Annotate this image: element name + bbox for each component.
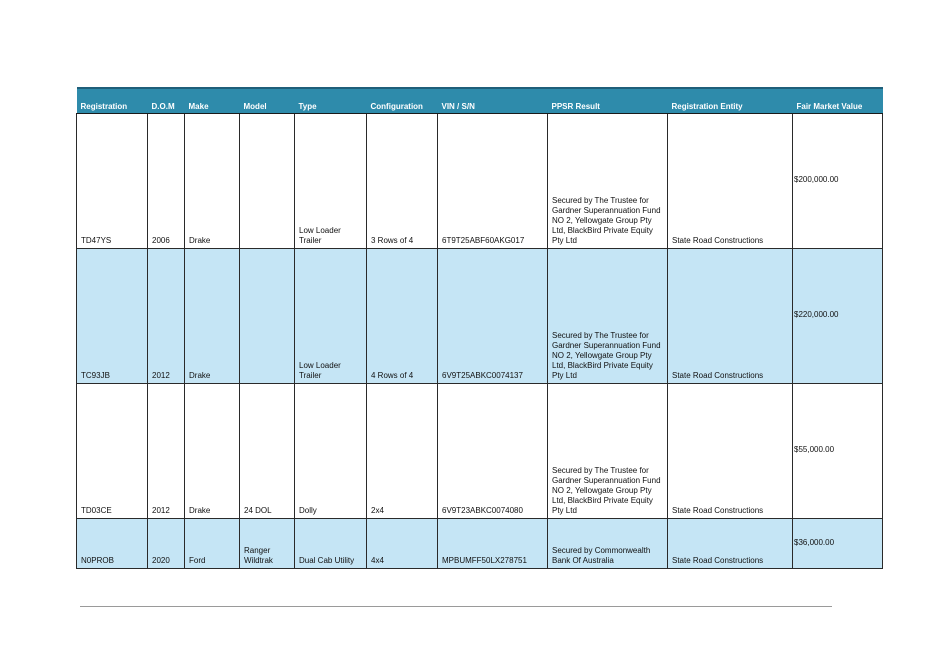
col-header-vin: VIN / S/N xyxy=(438,88,548,114)
col-header-registration-entity: Registration Entity xyxy=(668,88,793,114)
cell-ppsr-result: Secured by The Trustee for Gardner Superannuation Fund NO 2, Yellowgate Group Pty Ltd, BlackBird Private Equity Pty Ltd xyxy=(548,114,668,249)
col-header-fair-market-value: Fair Market Value xyxy=(793,88,883,114)
cell-ppsr-result: Secured by The Trustee for Gardner Superannuation Fund NO 2, Yellowgate Group Pty Ltd, BlackBird Private Equity Pty Ltd xyxy=(548,249,668,384)
col-header-dom: D.O.M xyxy=(148,88,185,114)
cell-registration: TD47YS xyxy=(77,114,148,249)
cell-fair-market-value: $55,000.00 xyxy=(793,384,883,519)
cell-ppsr-result: Secured by Commonwealth Bank Of Australia xyxy=(548,519,668,569)
table-row xyxy=(77,114,883,249)
cell-model xyxy=(240,249,295,384)
cell-registration: TC93JB xyxy=(77,249,148,384)
cell-registration-entity: State Road Constructions xyxy=(668,384,793,519)
col-header-registration: Registration xyxy=(77,88,148,114)
col-header-model: Model xyxy=(240,88,295,114)
cell-type: Dolly xyxy=(295,384,367,519)
cell-registration-entity: State Road Constructions xyxy=(668,519,793,569)
cell-registration: N0PROB xyxy=(77,519,148,569)
cell-dom: 2006 xyxy=(148,114,185,249)
cell-type: Low Loader Trailer xyxy=(295,249,367,384)
col-header-type: Type xyxy=(295,88,367,114)
cell-fair-market-value: $200,000.00 xyxy=(793,114,883,249)
cell-dom: 2012 xyxy=(148,249,185,384)
footer-divider xyxy=(80,606,832,607)
cell-make: Drake xyxy=(185,384,240,519)
cell-make: Drake xyxy=(185,249,240,384)
cell-vin: MPBUMFF50LX278751 xyxy=(438,519,548,569)
cell-vin: 6V9T23ABKC0074080 xyxy=(438,384,548,519)
cell-registration-entity: State Road Constructions xyxy=(668,114,793,249)
cell-configuration: 4x4 xyxy=(367,519,438,569)
cell-configuration: 2x4 xyxy=(367,384,438,519)
table-row xyxy=(77,519,883,569)
cell-registration-entity: State Road Constructions xyxy=(668,249,793,384)
cell-ppsr-result: Secured by The Trustee for Gardner Superannuation Fund NO 2, Yellowgate Group Pty Ltd, BlackBird Private Equity Pty Ltd xyxy=(548,384,668,519)
cell-vin: 6T9T25ABF60AKG017 xyxy=(438,114,548,249)
cell-dom: 2020 xyxy=(148,519,185,569)
cell-make: Ford xyxy=(185,519,240,569)
table-row xyxy=(77,384,883,519)
cell-configuration: 3 Rows of 4 xyxy=(367,114,438,249)
cell-type: Dual Cab Utility xyxy=(295,519,367,569)
col-header-configuration: Configuration xyxy=(367,88,438,114)
cell-fair-market-value: $220,000.00 xyxy=(793,249,883,384)
cell-model: Ranger Wildtrak xyxy=(240,519,295,569)
table-header-row xyxy=(77,88,883,114)
cell-make: Drake xyxy=(185,114,240,249)
col-header-make: Make xyxy=(185,88,240,114)
cell-vin: 6V9T25ABKC0074137 xyxy=(438,249,548,384)
cell-fair-market-value: $36,000.00 xyxy=(793,519,883,569)
cell-configuration: 4 Rows of 4 xyxy=(367,249,438,384)
cell-model xyxy=(240,114,295,249)
cell-dom: 2012 xyxy=(148,384,185,519)
table-row xyxy=(77,249,883,384)
col-header-ppsr-result: PPSR Result xyxy=(548,88,668,114)
cell-model: 24 DOL xyxy=(240,384,295,519)
cell-type: Low Loader Trailer xyxy=(295,114,367,249)
asset-valuation-table xyxy=(76,87,883,569)
cell-registration: TD03CE xyxy=(77,384,148,519)
